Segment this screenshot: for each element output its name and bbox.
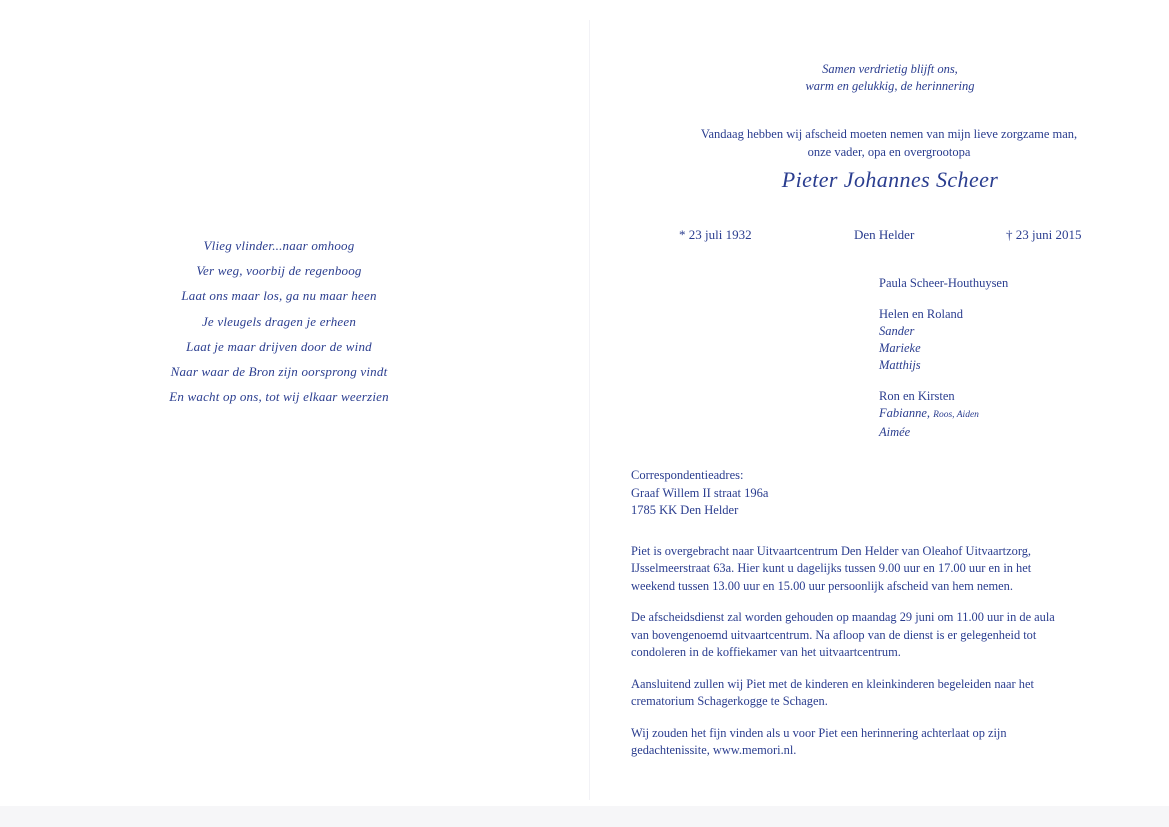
funeral-information <box>631 543 1111 774</box>
grandchild: Marieke <box>879 341 921 355</box>
correspondence-address <box>631 467 891 520</box>
birth-date: * 23 juli 1932 <box>679 227 752 242</box>
page-fold <box>589 20 590 800</box>
family-head: Helen en Roland <box>879 307 964 321</box>
address-label: Correspondentieadres: <box>631 468 744 482</box>
info-line: gedachtenissite, www.memori.nl. <box>631 743 797 758</box>
info-paragraph <box>631 725 1111 760</box>
address-street: Graaf Willem II straat 196a <box>631 485 769 500</box>
motto <box>760 61 1020 95</box>
place: Den Helder <box>854 227 915 242</box>
info-line: Piet is overgebracht naar Uitvaartcentrum Den Helder van Oleahof Uitvaartzorg, <box>631 544 1032 558</box>
info-line: weekend tussen 13.00 uur en 15.00 uur persoonlijk afscheid van hem nemen. <box>631 578 1013 593</box>
great-grandchildren: Roos, Aiden <box>933 410 979 420</box>
info-paragraph <box>631 676 1111 711</box>
info-paragraph <box>631 609 1111 661</box>
scan-edge <box>0 806 1169 827</box>
info-line: Wij zouden het fijn vinden als u voor Piet een herinnering achterlaat op zijn <box>631 725 1007 740</box>
family-group <box>879 306 1099 374</box>
announcement-intro <box>660 126 1118 161</box>
family-group <box>879 388 1099 441</box>
poem-line: Je vleugels dragen je erheen <box>201 313 357 329</box>
motto-line: Samen verdrietig blijft ons, <box>822 62 958 76</box>
poem <box>150 233 408 409</box>
poem-line: Naar waar de Bron zijn oorsprong vindt <box>170 364 388 380</box>
family-list <box>879 275 1099 455</box>
intro-line: onze vader, opa en overgrootopa <box>807 144 971 159</box>
info-line: De afscheidsdienst zal worden gehouden op maandag 29 juni om 11.00 uur in de aula <box>631 610 1055 625</box>
poem-line: Vlieg vlinder...naar omhoog <box>203 238 355 253</box>
info-line: crematorium Schagerkogge te Schagen. <box>631 694 828 709</box>
info-paragraph <box>631 543 1111 595</box>
poem-line: Laat je maar drijven door de wind <box>186 338 372 354</box>
poem-line: Ver weg, voorbij de regenboog <box>196 263 362 279</box>
family-group <box>879 275 1099 292</box>
poem-line: En wacht op ons, tot wij elkaar weerzien <box>169 389 389 405</box>
info-line: van bovengenoemd uitvaartcentrum. Na afloop van de dienst is er gelegenheid tot <box>631 627 1037 642</box>
intro-line: Vandaag hebben wij afscheid moeten nemen van mijn lieve zorgzame man, <box>700 127 1078 141</box>
death-date: † 23 juni 2015 <box>1006 227 1082 242</box>
grandchild: Matthijs <box>879 358 921 372</box>
family-head: Ron en Kirsten <box>879 389 955 403</box>
grandchild: Sander <box>879 324 915 338</box>
grandchild: Aimée <box>879 425 911 439</box>
info-line: condoleren in de koffiekamer van het uitvaartcentrum. <box>631 644 901 659</box>
motto-line: warm en gelukkig, de herinnering <box>805 79 975 93</box>
grandchild-row <box>879 405 1099 424</box>
info-line: Aansluitend zullen wij Piet met de kinderen en kleinkinderen begeleiden naar het <box>631 676 1034 691</box>
info-line: IJsselmeerstraat 63a. Hier kunt u dagelijks tussen 9.00 uur en 17.00 uur en in het <box>631 561 1032 576</box>
deceased-name: Pieter Johannes Scheer <box>781 167 999 192</box>
address-city: 1785 KK Den Helder <box>631 503 739 517</box>
poem-line: Laat ons maar los, ga nu maar heen <box>181 288 377 304</box>
spouse: Paula Scheer-Houthuysen <box>879 276 1009 290</box>
grandchild: Fabianne, <box>879 406 931 420</box>
